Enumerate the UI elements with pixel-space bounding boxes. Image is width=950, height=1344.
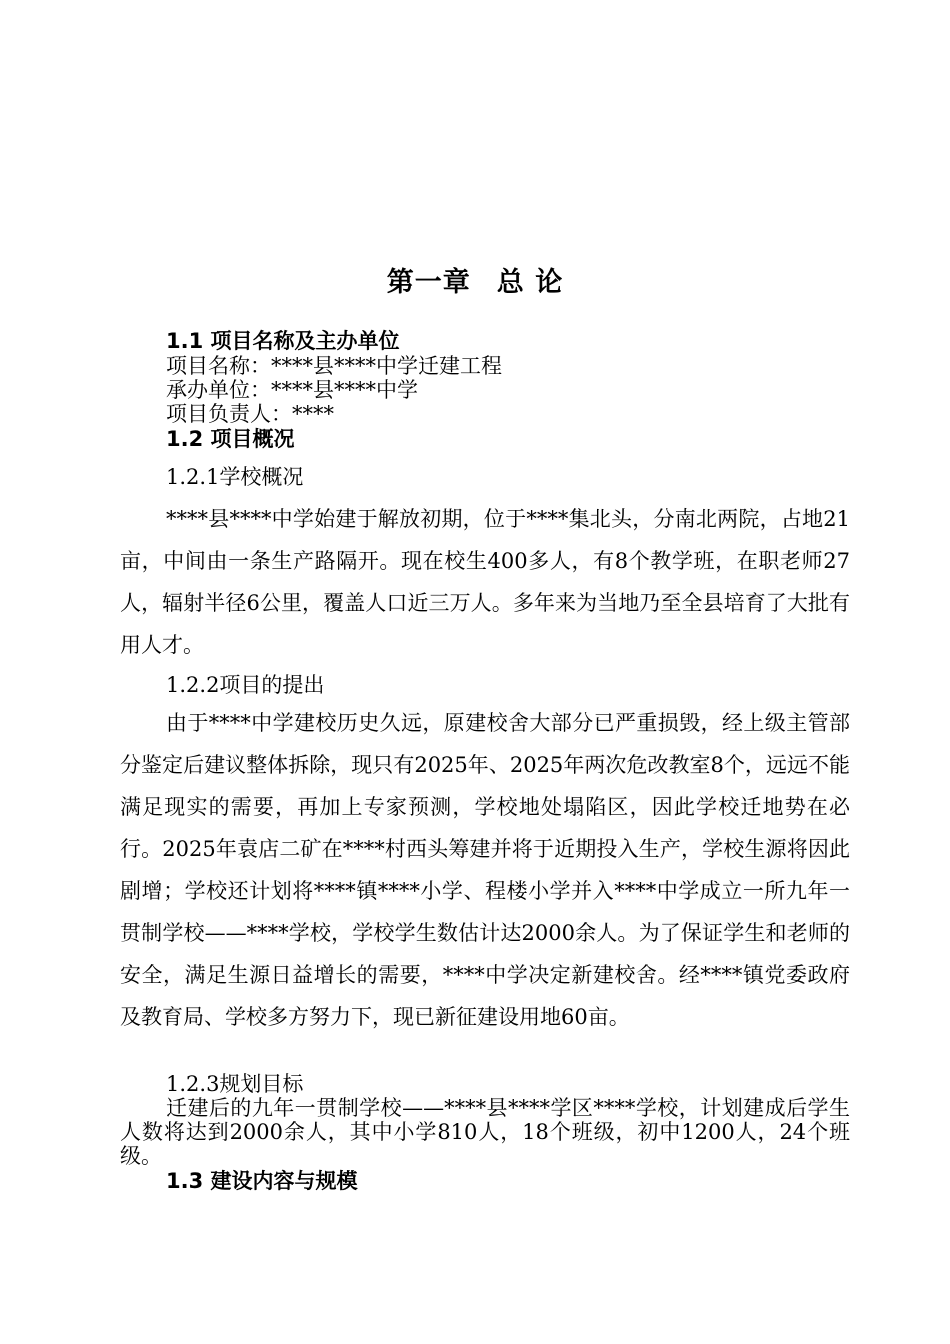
section-heading-1-1: 1.1 项目名称及主办单位 (166, 329, 400, 353)
paragraph-text: 由于****中学建校历史久远，原建校舍大部分已严重损毁，经上级主管部分鉴定后建议整体拆除，现只有2025年、2025年两次危改教室8个，远远不能满足现实的需要，再加上专家预测，学校地处塌陷区，因此学校迁地势在必行。2025年袁店二矿在****村西头筹建并将于近期投入生产，学校生源将因此剧增；学校还计划将****镇****小学、程楼小学并入****中学成立一所九年一贯制学校——****学校，学校学生数估计达2000余人。为了保证学生和老师的安全，满足生源日益增长的需要，****中学决定新建校舍。经****镇党委政府及教育局、学校多方努力下，现已新征建设用地60亩。 (120, 711, 850, 1029)
subsection-title-1-2-3: 1.2.3规划目标 (166, 1072, 304, 1096)
subsection-title-1-2-2: 1.2.2项目的提出 (166, 673, 325, 697)
section-heading-1-2: 1.2 项目概况 (166, 427, 295, 451)
planning-goal-paragraph: 迁建后的九年一贯制学校——****县****学区****学校，计划建成后学生人数将达到2000余人，其中小学810人，18个班级，初中1200人，24个班级。 (120, 1096, 850, 1168)
project-lead-line: 项目负责人：**** (166, 402, 334, 426)
project-proposal-paragraph (120, 702, 850, 1038)
chapter-name: 总 论 (496, 267, 564, 298)
project-name-line: 项目名称：****县****中学迁建工程 (166, 354, 502, 378)
chapter-title (0, 260, 950, 299)
subsection-1-2-2 (120, 670, 850, 700)
paragraph-text: ****县****中学始建于解放初期，位于****集北头，分南北两院，占地21亩，中间由一条生产路隔开。现在校生400多人，有8个教学班，在职老师27人，辐射半径6公里，覆盖人口近三万人。多年来为当地乃至全县培育了大批有用人才。 (120, 507, 850, 657)
subsection-title-1-2-1: 1.2.1学校概况 (166, 465, 304, 489)
subsection-1-2-1 (120, 462, 850, 492)
chapter-number: 第一章 (386, 267, 471, 298)
section-heading-1-3: 1.3 建设内容与规模 (166, 1169, 358, 1193)
subsection-1-2-3 (120, 1072, 850, 1194)
section-1-1 (120, 328, 850, 452)
organizer-line: 承办单位：****县****中学 (166, 378, 418, 402)
school-overview-paragraph (120, 498, 850, 666)
